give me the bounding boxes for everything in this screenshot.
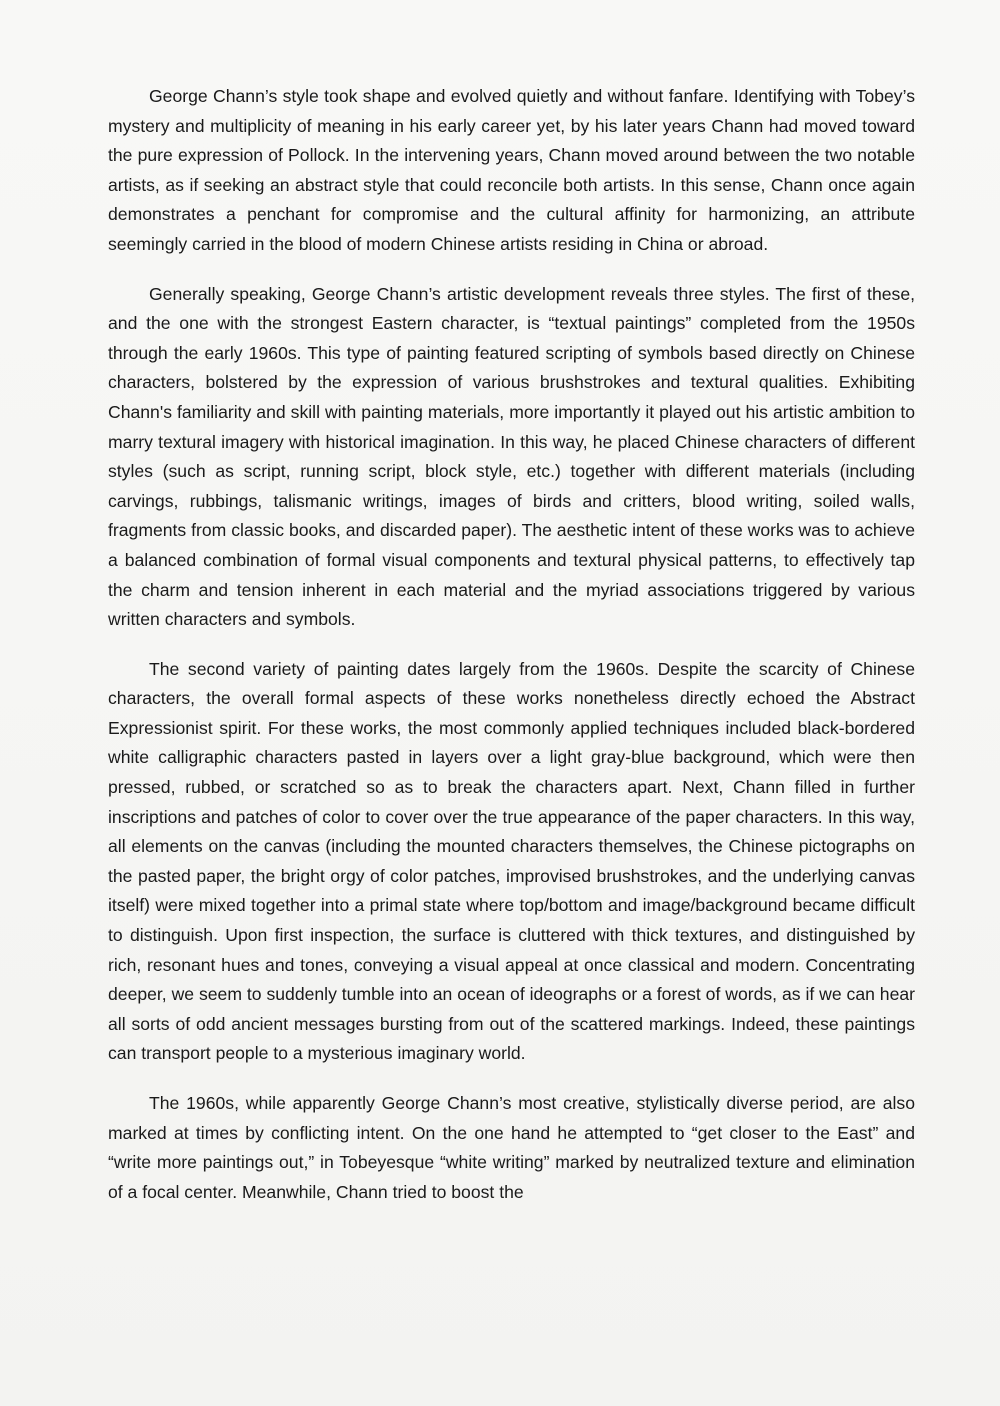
article-body	[108, 82, 915, 1207]
paragraph-3: The second variety of painting dates largely from the 1960s. Despite the scarcity of Chinese characters, the overall formal aspects of these works nonetheless directly echoed the Abstract Expressionist spirit. For these works, the most commonly applied techniques included black-bordered white calligraphic characters pasted in layers over a light gray-blue background, which were then pressed, rubbed, or scratched so as to break the characters apart. Next, Chann filled in further inscriptions and patches of color to cover over the true appearance of the paper characters. In this way, all elements on the canvas (including the mounted characters themselves, the Chinese pictographs on the pasted paper, the bright orgy of color patches, improvised brushstrokes, and the underlying canvas itself) were mixed together into a primal state where top/bottom and image/background became difficult to distinguish. Upon first inspection, the surface is cluttered with thick textures, and distinguished by rich, resonant hues and tones, conveying a visual appeal at once classical and modern. Concentrating deeper, we seem to suddenly tumble into an ocean of ideographs or a forest of words, as if we can hear all sorts of odd ancient messages bursting from out of the scattered markings. Indeed, these paintings can transport people to a mysterious imaginary world.	[108, 658, 915, 1064]
paragraph-4: The 1960s, while apparently George Chann’s most creative, stylistically diverse period, are also marked at times by conflicting intent. On the one hand he attempted to “get closer to the East” and “write more paintings out,” in Tobeyesque “white writing” marked by neutralized texture and elimination of a focal center. Meanwhile, Chann tried to boost the	[108, 1093, 915, 1202]
paragraph-2: Generally speaking, George Chann’s artistic development reveals three styles. The first of these, and the one with the strongest Eastern character, is “textual paintings” completed from the 1950s through the early 1960s. This type of painting featured scripting of symbols based directly on Chinese characters, bolstered by the expression of various brushstrokes and textural qualities. Exhibiting Chann's familiarity and skill with painting materials, more importantly it played out his artistic ambition to marry textural imagery with historical imagination. In this way, he placed Chinese characters of different styles (such as script, running script, block style, etc.) together with different materials (including carvings, rubbings, talismanic writings, images of birds and critters, blood writing, soiled walls, fragments from classic books, and discarded paper). The aesthetic intent of these works was to achieve a balanced combination of formal visual components and textural physical patterns, to effectively tap the charm and tension inherent in each material and the myriad associations triggered by various written characters and symbols.	[108, 283, 915, 630]
paragraph-1: George Chann’s style took shape and evolved quietly and without fanfare. Identifying with Tobey’s mystery and multiplicity of meaning in his early career yet, by his later years Chann had moved toward the pure expression of Pollock. In the intervening years, Chann moved around between the two notable artists, as if seeking an abstract style that could reconcile both artists. In this sense, Chann once again demonstrates a penchant for compromise and the cultural affinity for harmonizing, an attribute seemingly carried in the blood of modern Chinese artists residing in China or abroad.	[108, 86, 915, 254]
